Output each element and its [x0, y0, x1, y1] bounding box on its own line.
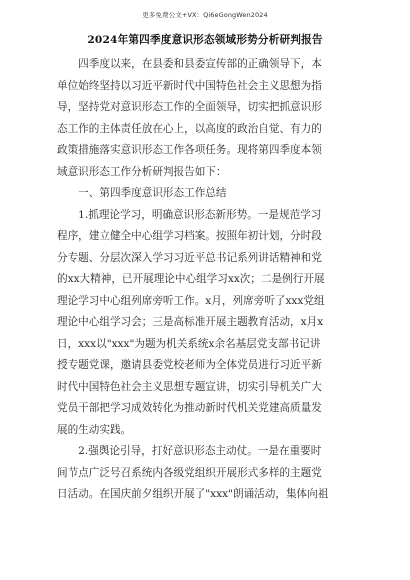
body-line: 日，xxx以"xxx"为题为机关系统x余名基层党支部书记讲: [57, 337, 321, 350]
header-note: 更多免费公文+VX：Qi6eGongWen2024: [142, 11, 268, 19]
body-line: 程序，建立健全中心组学习档案。按照年初计划，分时段: [57, 230, 322, 242]
body-line: 域意识形态工作分析研判报告如下：: [57, 165, 227, 178]
section-heading: 一、第四季度意识形态工作总结: [57, 187, 227, 199]
body-line: 2.强舆论引导，打好意识形态主动仗。一是在重要时: [57, 445, 322, 457]
body-line: 1.抓理论学习，明确意识形态新形势。一是规范学习: [57, 208, 322, 221]
body-line: 时代中国特色社会主义思想专题宣讲，切实引导机关广大: [57, 380, 322, 393]
body-line: 理论中心组学习会；三是高标准开展主题教育活动，x月x: [57, 316, 324, 328]
body-line: 态工作的主体责任放在心上，以高度的政治自觉、有力的: [57, 122, 322, 135]
body-line: 展的生动实践。: [57, 423, 132, 436]
body-line: 政策措施落实意识形态工作各项任务。现将第四季度本领: [57, 144, 322, 156]
body-line: 单位始终坚持以习近平新时代中国特色社会主义思想为指: [57, 79, 322, 92]
body-line: 授专题党课，邀请县委党校老师为全体党员进行习近平新: [57, 359, 322, 371]
body-line: 分专题、分层次深入学习习近平总书记系列讲话精神和党: [57, 251, 322, 264]
body-line: 四季度以来，在县委和县委宣传部的正确领导下，本: [57, 58, 322, 70]
body-line: 的xx大精神，已开展理论中心组学习xx次；二是例行开展: [57, 273, 325, 285]
body-line: 党员干部把学习成效转化为推动新时代机关党建高质量发: [57, 402, 322, 414]
body-line: 日活动。在国庆前夕组织开展了"xxx"朗诵活动，集体向祖: [57, 488, 329, 500]
body-line: 间节点广泛号召系统内各级党组织开展形式多样的主题党: [57, 466, 322, 479]
body-line: 导，坚持党对意识形态工作的全面领导，切实把抓意识形: [57, 101, 322, 113]
document-body: [57, 54, 357, 506]
document-title: 2024年第四季度意识形态领域形势分析研判报告: [87, 34, 323, 46]
body-line: 理论学习中心组列席旁听工作。x月，列席旁听了xxx党组: [57, 294, 325, 307]
